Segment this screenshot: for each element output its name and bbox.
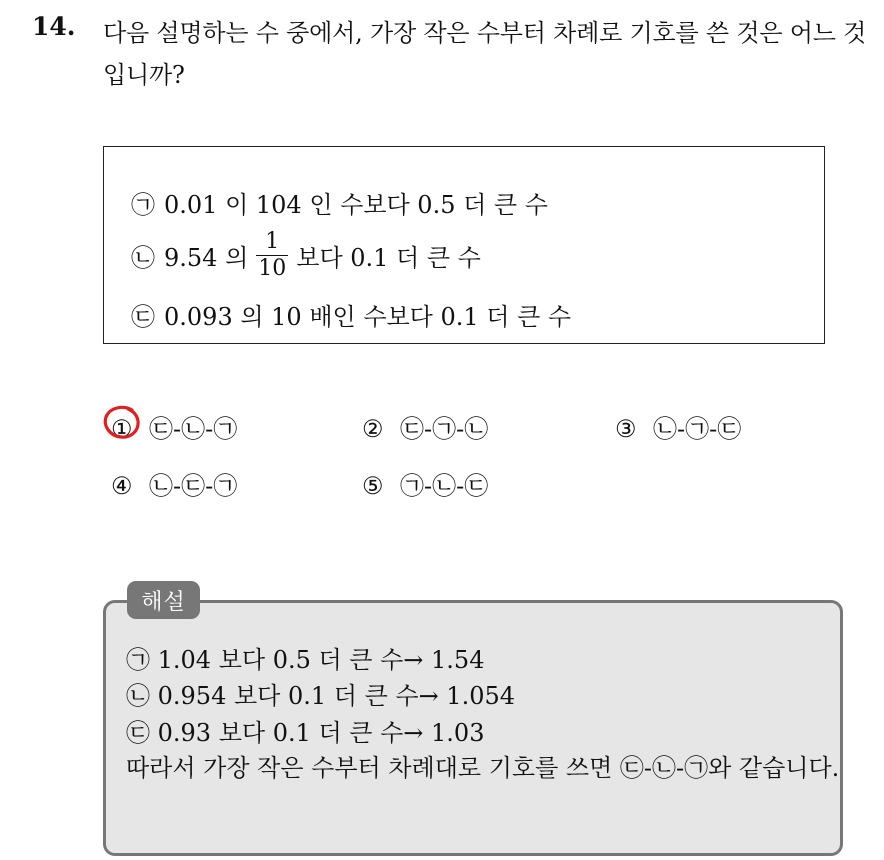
choice-number: ③ <box>615 415 637 443</box>
choice-number: ⑤ <box>362 472 384 500</box>
choice-text: ㉢-㉠-㉡ <box>400 415 489 443</box>
condition-text-before: 9.54 의 <box>164 244 249 272</box>
fraction-denominator: 10 <box>258 256 287 281</box>
choice-3[interactable] <box>615 409 741 444</box>
explanation-line: ㉡ 0.954 보다 0.1 더 큰 수→ 1.054 <box>126 682 516 710</box>
choice-5[interactable] <box>362 466 488 501</box>
condition-marker: ㉡ <box>131 244 155 272</box>
condition-text-after: 보다 0.1 더 큰 수 <box>296 244 481 272</box>
choice-1[interactable] <box>111 409 237 444</box>
explanation-label: 해설 <box>127 581 200 619</box>
question-text: 다음 설명하는 수 중에서, 가장 작은 수부터 차례로 기호를 쓴 것은 어느 것입니까? <box>103 19 867 89</box>
fraction <box>256 229 288 282</box>
condition-text: 0.01 이 104 인 수보다 0.5 더 큰 수 <box>164 191 548 219</box>
explanation-line: ㉢ 0.93 보다 0.1 더 큰 수→ 1.03 <box>126 719 485 747</box>
condition-marker: ㉢ <box>131 303 155 331</box>
condition-marker: ㉠ <box>131 191 155 219</box>
condition-2 <box>131 229 481 282</box>
condition-1 <box>131 185 548 220</box>
choice-text: ㉡-㉢-㉠ <box>149 472 238 500</box>
explanation-line: ㉠ 1.04 보다 0.5 더 큰 수→ 1.54 <box>126 646 485 674</box>
fraction-numerator: 1 <box>265 229 280 254</box>
choice-number: ④ <box>111 472 133 500</box>
explanation-conclusion: 따라서 가장 작은 수부터 차례대로 기호를 쓰면 ㉢-㉡-㉠와 같습니다. <box>126 754 840 782</box>
conditions-box <box>103 146 825 344</box>
choice-number: ② <box>362 415 384 443</box>
choice-text: ㉡-㉠-㉢ <box>653 415 742 443</box>
condition-3 <box>131 297 571 332</box>
choice-number: ① <box>111 415 133 443</box>
condition-text: 0.093 의 10 배인 수보다 0.1 더 큰 수 <box>164 303 572 331</box>
choice-4[interactable] <box>111 466 237 501</box>
choice-2[interactable] <box>362 409 488 444</box>
choice-text: ㉠-㉡-㉢ <box>400 472 489 500</box>
choice-text: ㉢-㉡-㉠ <box>149 415 238 443</box>
question-number: 14. <box>32 12 76 41</box>
